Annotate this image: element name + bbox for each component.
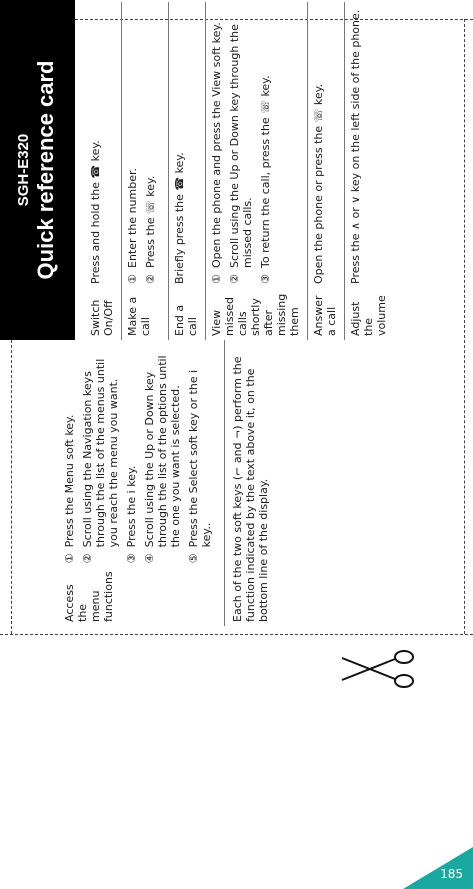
row-instructions (59, 340, 224, 567)
instruction-text: Press and hold the ☎ key. (89, 140, 102, 284)
step-number: ⑤ (187, 553, 200, 564)
step-number: ① (126, 274, 139, 284)
step-number: ② (228, 274, 241, 284)
step-item (228, 6, 254, 284)
step-item (125, 344, 138, 563)
menu-access-table (59, 340, 270, 626)
card-title: Quick reference card (33, 60, 58, 280)
step-text: Press the ☏ key. (144, 175, 157, 268)
row-instructions (85, 2, 122, 288)
row-instructions (308, 2, 345, 288)
row-label: Make a call (122, 288, 169, 340)
step-number: ③ (125, 553, 138, 564)
quick-reference-table (85, 2, 394, 340)
row-label: End a call (169, 288, 206, 340)
table-row (59, 340, 224, 626)
table-row (169, 2, 206, 340)
step-item (143, 344, 182, 563)
step-item (187, 344, 213, 563)
row-label: Adjust the volume (345, 288, 395, 340)
table-row (308, 2, 345, 340)
step-number: ④ (143, 553, 156, 564)
step-text: Open the phone and press the View soft key. (210, 22, 223, 268)
instruction-text: Open the phone or press the ☏ key. (312, 83, 325, 284)
step-number: ① (210, 274, 223, 284)
row-instructions (206, 2, 308, 288)
step-item (81, 344, 120, 563)
table-row (345, 2, 395, 340)
step-text: Scroll using the Up or Down key through the missed calls. (228, 24, 254, 268)
row-instructions (122, 2, 169, 288)
step-number: ① (63, 553, 76, 564)
step-item (259, 6, 272, 284)
model-name: SGH-E320 (15, 133, 32, 207)
row-instructions (169, 2, 206, 288)
cut-line-left (11, 340, 12, 634)
step-text: Enter the number. (126, 168, 139, 268)
step-item (126, 6, 139, 284)
scissors-icon (338, 648, 418, 690)
row-instructions (345, 2, 395, 288)
step-number: ② (144, 274, 157, 284)
cut-line-bottom (0, 634, 473, 635)
step-number: ③ (259, 274, 272, 284)
step-text: Press the Menu soft key. (63, 414, 76, 548)
step-text: Press the i key. (125, 465, 138, 548)
row-label: Answer a call (308, 288, 345, 340)
step-text: Scroll using the Navigation keys through the list of the menus until you reach the menu you want. (81, 358, 120, 548)
step-item (210, 6, 223, 284)
table-row (122, 2, 169, 340)
instruction-text: Press the ∧ or ∨ key on the left side of the phone. (349, 9, 362, 284)
instruction-text: Briefly press the ☎ key. (173, 152, 186, 284)
step-text: Scroll using the Up or Down key through the list of the options until the one you want is selected. (143, 355, 182, 548)
row-label: Switch On/Off (89, 299, 115, 336)
page-number: 185 (440, 867, 463, 881)
step-item (63, 344, 76, 563)
step-text: Press the Select soft key or the i key.. (187, 369, 213, 548)
step-number: ② (81, 553, 94, 564)
soft-key-note: Each of the two soft keys (⌐ and ¬) perform the function indicated by the text above it, on the bottom line of the display. (224, 340, 270, 626)
step-item (144, 6, 157, 284)
header-block (0, 0, 75, 340)
row-label: Access the menu functions (63, 571, 115, 622)
table-row (206, 2, 308, 340)
row-label: View missed calls shortly after missing them (206, 288, 308, 340)
cut-line-right (464, 19, 465, 634)
table-row (85, 2, 122, 340)
step-text: To return the call, press the ☏ key. (259, 75, 272, 268)
header-text (15, 5, 59, 335)
